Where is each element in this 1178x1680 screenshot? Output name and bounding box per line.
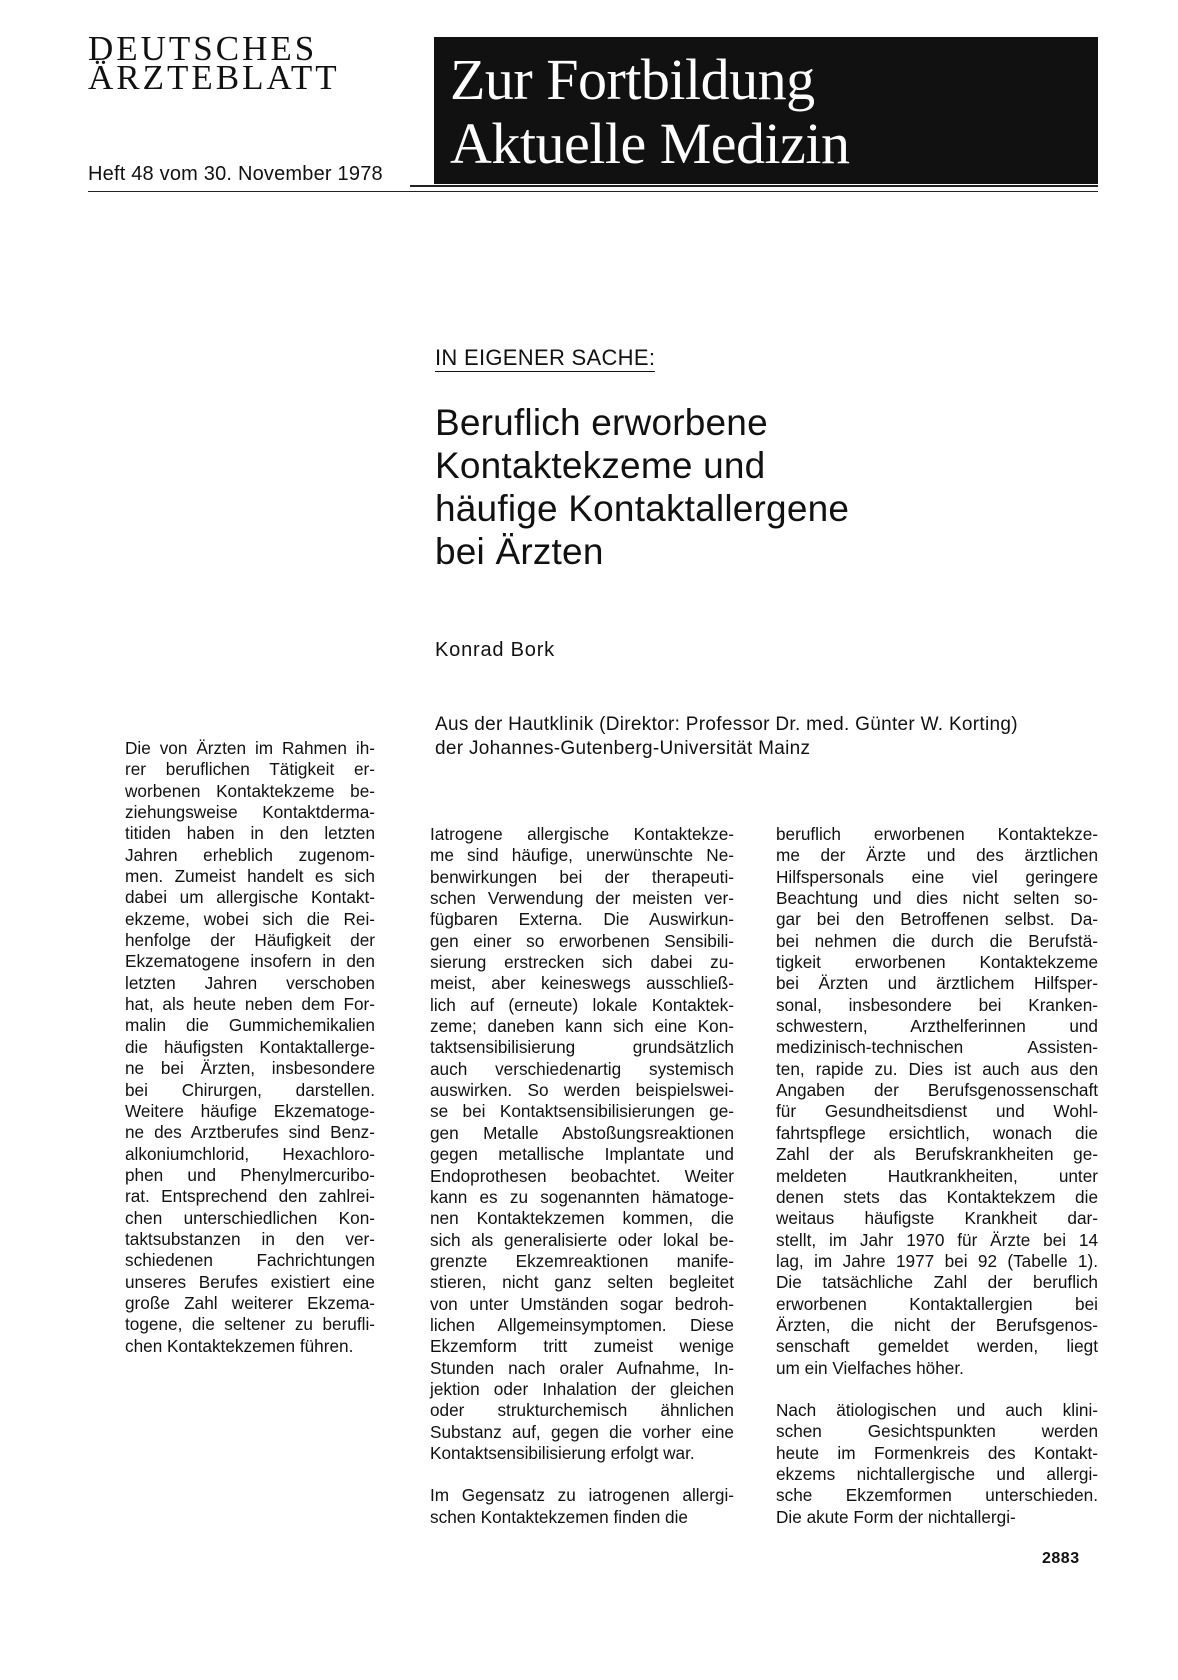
affiliation-line: der Johannes-Gutenberg-Universität Mainz [435,738,811,759]
text-line: für Gesundheitsdienst und Wohl- [776,1101,1098,1122]
text-line: rat. Entsprechend den zahlrei- [125,1186,375,1207]
text-line: Ärzten, die nicht der Berufsgenos- [776,1314,1098,1335]
body-column-2 [776,824,1098,1528]
banner-line-2: Aktuelle Medizin [450,111,850,176]
issue-line: Heft 48 vom 30. November 1978 [88,163,383,185]
text-line: senschaft gemeldet werden, liegt [776,1336,1098,1357]
text-line: erworbenen Kontaktallergien bei [776,1293,1098,1314]
text-line: zeme; daneben kann sich eine Kon- [430,1016,734,1037]
text-line: weitaus häufigste Krankheit dar- [776,1208,1098,1229]
text-line: beruflich erworbenen Kontaktekze- [776,824,1098,844]
text-line: rer beruflichen Tätigkeit er- [125,759,375,780]
text-line: meldeten Hautkrankheiten, unter [776,1165,1098,1186]
text-line: große Zahl weiterer Ekzema- [125,1292,375,1313]
text-line: ekzems nichtallergische und allergi- [776,1463,1098,1484]
masthead-rule-thick [410,185,1098,187]
text-line: gar bei den Betroffenen selbst. Da- [776,909,1098,930]
text-line: Substanz auf, gegen die vorher eine [430,1421,734,1442]
affiliation-line: Aus der Hautklinik (Direktor: Professor Dr. med. Günter W. Korting) [435,714,1018,735]
page-number: 2883 [1042,1550,1080,1567]
text-line: stellt, im Jahr 1970 für Ärzte bei 14 [776,1229,1098,1250]
text-line: oder strukturchemisch ähnlichen [430,1400,734,1421]
text-line: Die von Ärzten im Rahmen ih- [125,738,375,758]
text-line: jektion oder Inhalation der gleichen [430,1378,734,1399]
text-line: ten, rapide zu. Dies ist auch aus den [776,1058,1098,1079]
text-line: medizinisch-technischen Assisten- [776,1037,1098,1058]
text-line: schen Gesichtspunkten werden [776,1421,1098,1442]
text-line: gegen metallische Implantate und [430,1144,734,1165]
text-line: sche Ekzemformen unterschieden. [776,1485,1098,1506]
masthead-journal-name [88,29,413,97]
text-line: auch verschiedenartig systemisch [430,1058,734,1079]
title-line: bei Ärzten [435,531,604,572]
text-line: denen stets das Kontaktekzem die [776,1186,1098,1207]
text-line: letzten Jahren verschoben [125,972,375,993]
text-line: um ein Vielfaches höher. [776,1357,964,1378]
abstract-column [125,738,375,1357]
text-line: Hilfspersonals eine viel geringere [776,866,1098,887]
text-line: bei Chirurgen, darstellen. [125,1079,375,1100]
text-line: ne bei Ärzten, insbesondere [125,1058,375,1079]
text-line: ne des Arztberufes sind Benz- [125,1122,375,1143]
text-line: fahrtspflege ersichtlich, wonach die [776,1122,1098,1143]
text-line: schwestern, Arzthelferinnen und [776,1016,1098,1037]
text-line: Ekzematogene insofern in den [125,951,375,972]
text-line: von unter Umständen sogar bedroh- [430,1293,734,1314]
text-line: Stunden nach oraler Aufnahme, In- [430,1357,734,1378]
text-line: auswirken. So werden beispielswei- [430,1080,734,1101]
text-line: Ekzemform tritt zumeist wenige [430,1336,734,1357]
text-line: bei Ärzten und ärztlichem Hilfsper- [776,973,1098,994]
section-banner-text [450,48,850,176]
text-line: chen unterschiedlichen Kon- [125,1207,375,1228]
article-kicker: IN EIGENER SACHE: [435,345,656,370]
text-line: Die akute Form der nichtallergi- [776,1506,1016,1527]
paragraph-gap [776,1379,1098,1400]
text-line: gen Metalle Abstoßungsreaktionen [430,1122,734,1143]
text-line: meist, aber keineswegs ausschließ- [430,973,734,994]
paragraph-gap [430,1464,734,1485]
text-line: gen einer so erworbenen Sensibili- [430,930,734,951]
text-line: Weitere häufige Ekzematoge- [125,1100,375,1121]
article-title [435,401,1035,573]
text-line: malin die Gummichemikalien [125,1015,375,1036]
text-line: lich auf (erneute) lokale Kontaktek- [430,994,734,1015]
text-line: phen und Phenylmercuribo- [125,1164,375,1185]
text-line: lag, im Jahre 1977 bei 92 (Tabelle 1). [776,1250,1098,1271]
text-line: lichen Allgemeinsymptomen. Diese [430,1314,734,1335]
text-line: henfolge der Häufigkeit der [125,930,375,951]
text-line: schen Verwendung der meisten ver- [430,888,734,909]
text-line: titiden haben in den letzten [125,823,375,844]
text-line: nen Kontaktekzemen kommen, die [430,1208,734,1229]
text-line: se bei Kontaktsensibilisierungen ge- [430,1101,734,1122]
text-line: Zahl der als Berufskrankheiten ge- [776,1144,1098,1165]
text-line: Angaben der Berufsgenossenschaft [776,1080,1098,1101]
text-line: Endoprothesen beobachtet. Weiter [430,1165,734,1186]
text-line: taktsubstanzen in den ver- [125,1228,375,1249]
text-line: kann es zu sogenannten hämatoge- [430,1186,734,1207]
journal-name-line-1: DEUTSCHES [88,29,318,68]
text-line: schen Kontaktekzemen finden die [430,1506,688,1527]
text-line: Nach ätiologischen und auch klini- [776,1399,1098,1420]
text-line: chen Kontaktekzemen führen. [125,1335,354,1356]
text-line: hat, als heute neben dem For- [125,994,375,1015]
text-line: Jahren erheblich zugenom- [125,844,375,865]
text-line: grenzte Ekzemreaktionen manife- [430,1250,734,1271]
text-line: fügbaren Externa. Die Auswirkun- [430,909,734,930]
masthead-rule [88,191,1098,192]
article-affiliation [435,713,1115,761]
text-line: bei nehmen die durch die Berufstä- [776,930,1098,951]
text-line: tigkeit erworbenen Kontaktekzeme [776,952,1098,973]
text-line: me der Ärzte und des ärztlichen [776,845,1098,866]
text-line: stieren, nicht ganz selten begleitet [430,1272,734,1293]
title-line: Beruflich erworbene [435,402,768,443]
text-line: unseres Berufes existiert eine [125,1271,375,1292]
text-line: Im Gegensatz zu iatrogenen allergi- [430,1485,734,1506]
text-line: ekzeme, wobei sich die Rei- [125,908,375,929]
body-column-1 [430,824,734,1528]
banner-line-1: Zur Fortbildung [450,47,815,112]
text-line: sich als generalisierte oder lokal be- [430,1229,734,1250]
text-line: taktsensibilisierung grundsätzlich [430,1037,734,1058]
journal-name-line-2: ÄRZTEBLATT [88,58,340,97]
text-line: worbenen Kontaktekzeme be- [125,780,375,801]
text-line: Beachtung und dies nicht selten so- [776,888,1098,909]
text-line: schiedenen Fachrichtungen [125,1250,375,1271]
text-line: Kontaktsensibilisierung erfolgt war. [430,1442,695,1463]
text-line: men. Zumeist handelt es sich [125,866,375,887]
text-line: togene, die seltener zu berufli- [125,1314,375,1335]
text-line: Die tatsächliche Zahl der beruflich [776,1272,1098,1293]
text-line: heute im Formenkreis des Kontakt- [776,1442,1098,1463]
title-line: Kontaktekzeme und [435,445,766,486]
text-line: Iatrogene allergische Kontaktekze- [430,824,734,844]
text-line: benwirkungen bei der therapeuti- [430,866,734,887]
text-line: me sind häufige, unerwünschte Ne- [430,845,734,866]
article-author: Konrad Bork [435,639,555,661]
title-line: häufige Kontaktallergene [435,488,850,529]
text-line: dabei um allergische Kontakt- [125,887,375,908]
text-line: alkoniumchlorid, Hexachloro- [125,1143,375,1164]
text-line: ziehungsweise Kontaktderma- [125,802,375,823]
text-line: die häufigsten Kontaktallerge- [125,1036,375,1057]
text-line: sonal, insbesondere bei Kranken- [776,994,1098,1015]
text-line: sierung erstrecken sich dabei zu- [430,952,734,973]
